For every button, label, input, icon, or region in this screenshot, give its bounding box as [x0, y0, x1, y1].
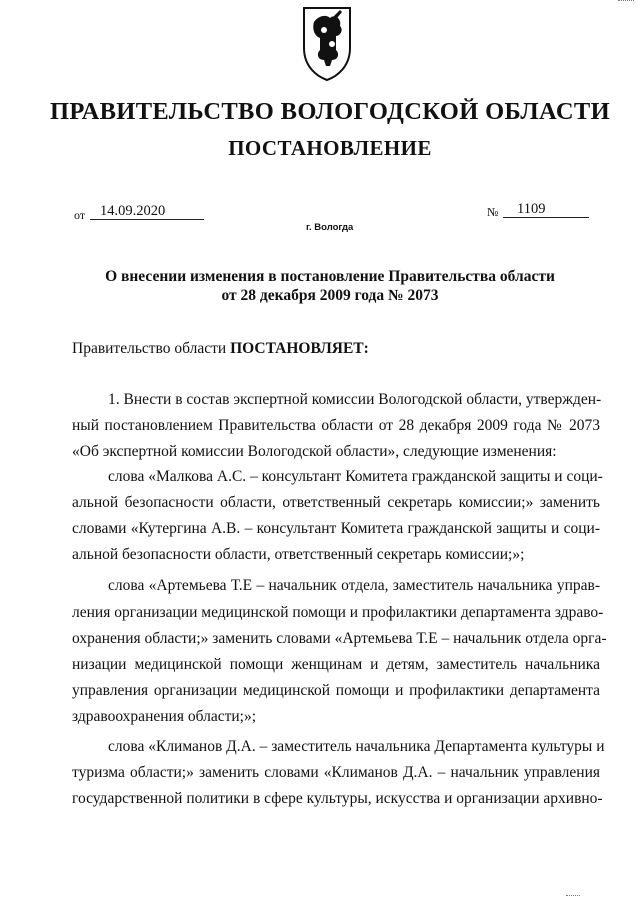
city-label: г. Вологда: [306, 222, 354, 233]
body-line: 1. Внести в состав экспертной комиссии Вологодской области, утвержден-: [108, 391, 602, 408]
body-line: альной безопасности области, ответственный секретарь комиссии;»;: [72, 546, 525, 563]
body-line: здравоохранения области;»;: [72, 708, 257, 725]
body-line: «Об экспертной комиссии Вологодской области», следующие изменения:: [72, 443, 557, 460]
body-line: ления организации медицинской помощи и профилактики департамента здраво-: [72, 604, 604, 621]
body-line: слова «Малкова А.С. – консультант Комитета гражданской защиты и соци-: [108, 468, 603, 485]
body-line: словами «Кутергина А.В. – консультант Комитета гражданской защиты и соци-: [72, 520, 600, 537]
preamble-text: Правительство области: [72, 340, 231, 357]
body-line: управления организации медицинской помощи и профилактики департамента: [72, 682, 600, 699]
body-line: альной безопасности области, ответственный секретарь комиссии;» заменить: [72, 494, 600, 511]
scan-mark: [566, 895, 580, 898]
subject-line-2: от 28 декабря 2009 года № 2073: [221, 287, 439, 304]
body-line: туризма области;» заменить словами «Климанов Д.А. – начальник управления: [72, 764, 600, 781]
body-line: охранения области;» заменить словами «Артемьева Т.Е – начальник отдела орга-: [72, 630, 607, 647]
preamble: [72, 340, 369, 358]
subject-line-1: О внесении изменения в постановление Правительства области: [105, 268, 555, 285]
body-line: государственной политики в сфере культуры, искусства и организации архивно-: [72, 790, 603, 807]
document-kind: ПОСТАНОВЛЕНИЕ: [228, 136, 432, 160]
document-subject: [0, 267, 640, 305]
body-line: низации медицинской помощи женщинам и детям, заместитель начальника: [72, 656, 600, 673]
number-label: №: [487, 205, 499, 219]
body-line: ный постановлением Правительства области от 28 декабря 2009 года № 2073: [72, 417, 600, 434]
date-label: от: [74, 208, 86, 222]
government-title: ПРАВИТЕЛЬСТВО ВОЛОГОДСКОЙ ОБЛАСТИ: [49, 98, 610, 125]
body-line: слова «Климанов Д.А. – заместитель начальника Департамента культуры и: [108, 738, 605, 755]
date-value: 14.09.2020: [90, 203, 204, 220]
coat-of-arms-icon: [300, 4, 354, 82]
preamble-bold: ПОСТАНОВЛЯЕТ:: [230, 340, 369, 357]
scan-mark: [618, 0, 634, 3]
number-value: 1109: [503, 201, 589, 218]
body-line: слова «Артемьева Т.Е – начальник отдела, заместитель начальника управ-: [108, 577, 600, 594]
